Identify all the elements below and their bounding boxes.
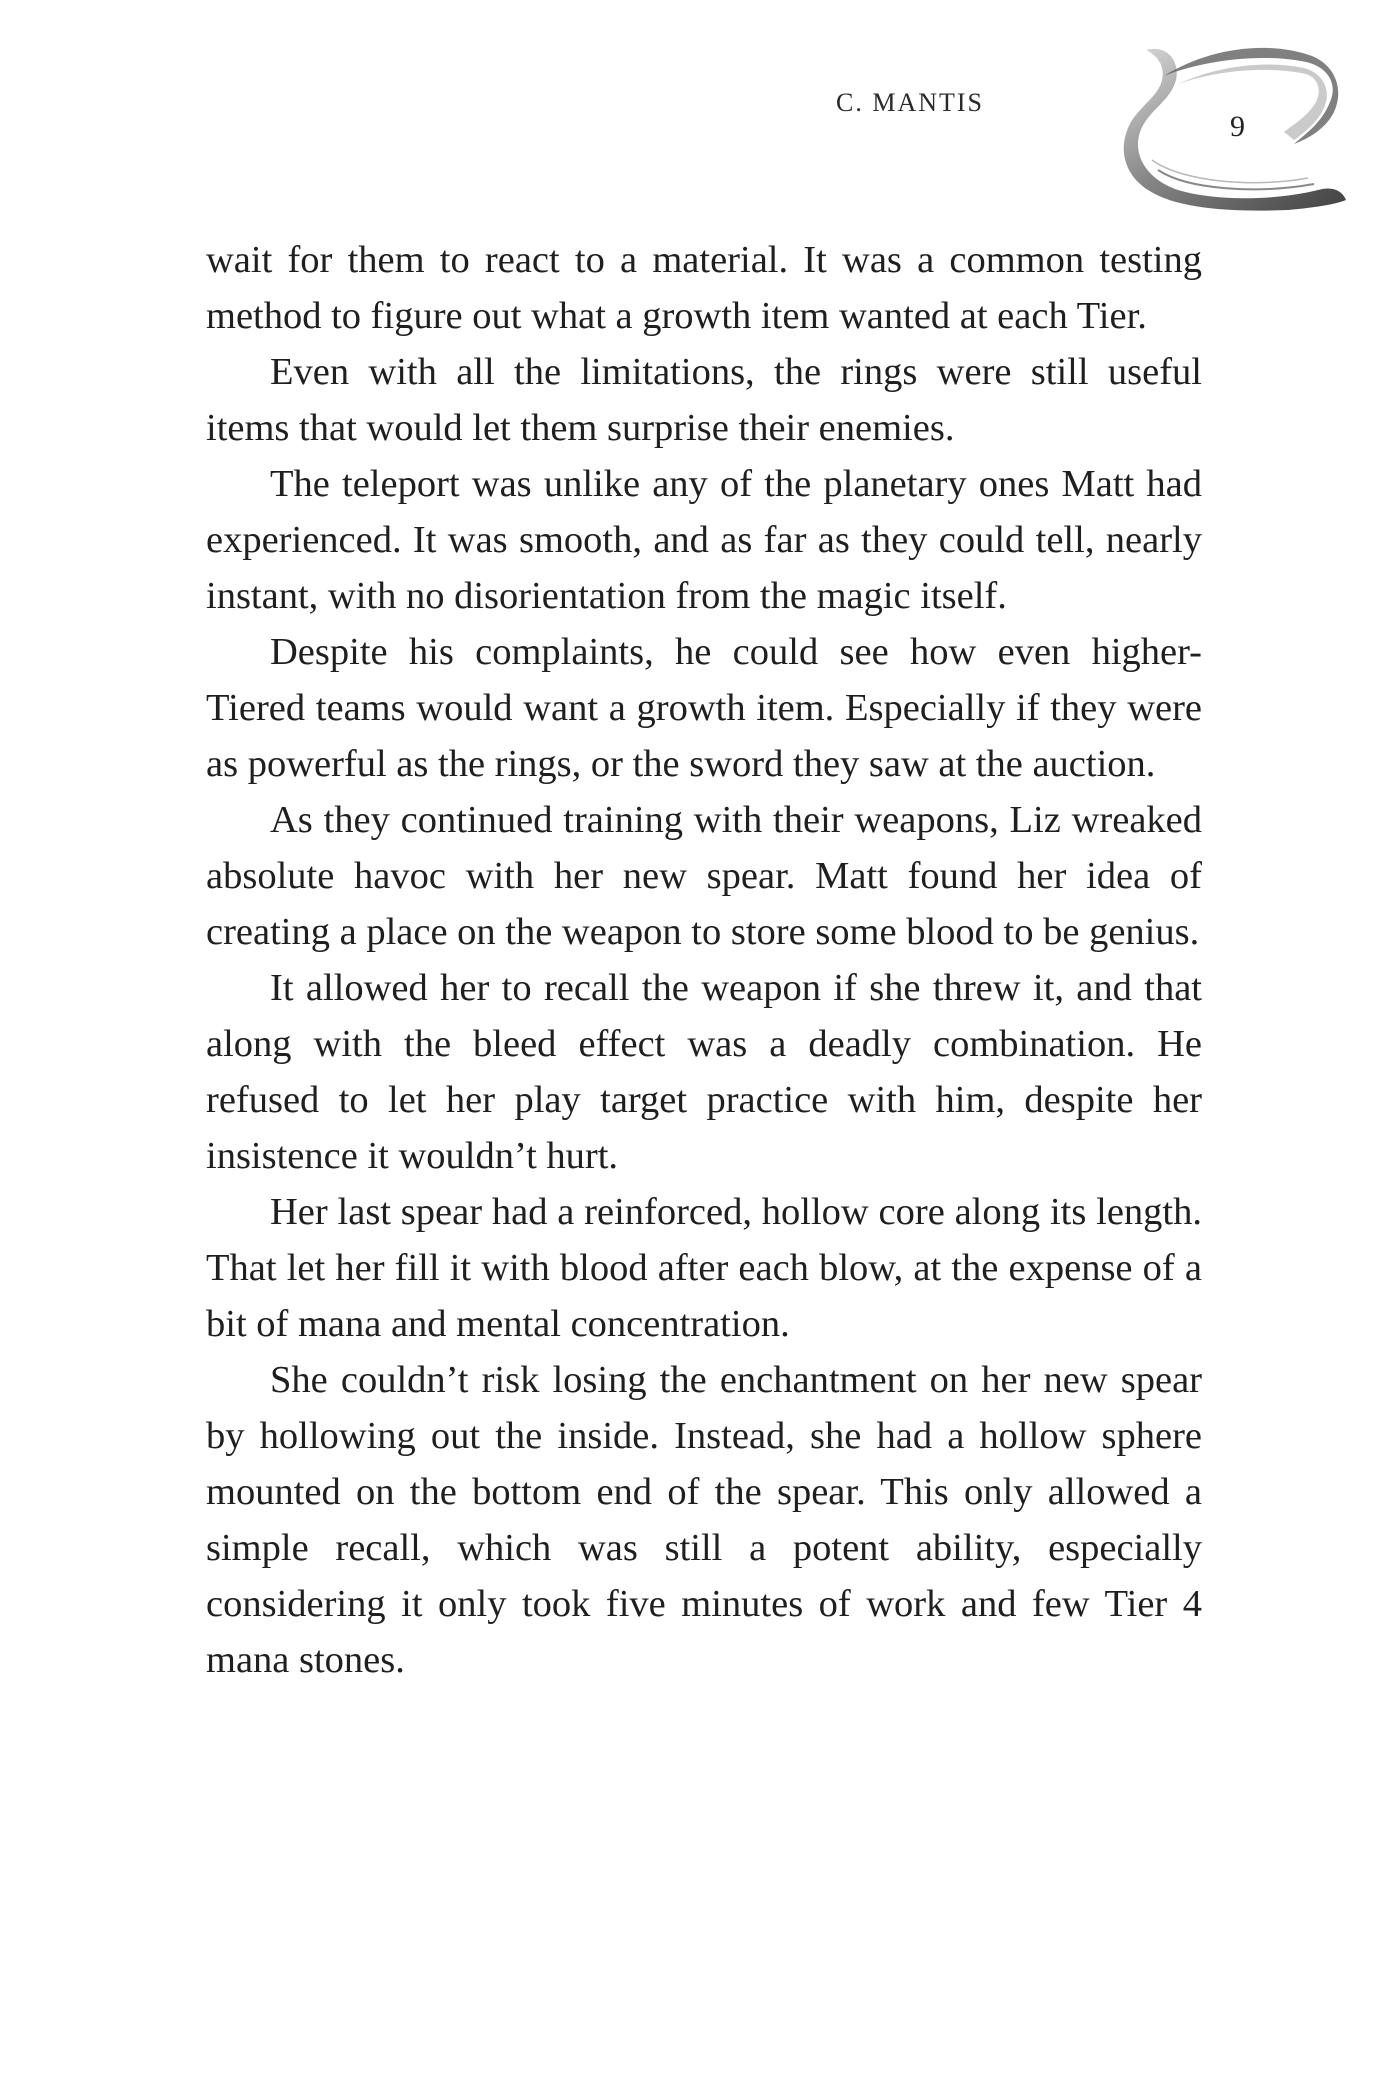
running-head-author: C. MANTIS bbox=[836, 88, 985, 117]
page-number: 9 bbox=[1230, 110, 1245, 143]
paragraph-7: Her last spear had a reinforced, hollow core along its length. That let her fill it with blood after each blow, at the expense of a bit of mana and mental concentration. bbox=[206, 1191, 1202, 1345]
paragraph-8: She couldn’t risk losing the enchantment on her new spear by hollowing out the inside. Instead, she had a hollow sphere mounted on the bottom end of the spear. This only allowed a simple recall, which was still a potent ability, especially considering it only took five minutes of work and few Tier 4 mana stones. bbox=[206, 1359, 1202, 1681]
paragraph-4: Despite his complaints, he could see how even higher-Tiered teams would want a growth item. Especially if they were as powerful as the rings, or the sword they saw at the auction. bbox=[206, 631, 1202, 785]
paragraph-1: wait for them to react to a material. It was a common testing method to figure out what a growth item wanted at each Tier. bbox=[206, 239, 1202, 337]
page-header bbox=[0, 0, 1400, 230]
paragraph-5: As they continued training with their weapons, Liz wreaked absolute havoc with her new spear. Matt found her idea of creating a place on the weapon to store some blood to be genius. bbox=[206, 799, 1202, 953]
paragraph-3: The teleport was unlike any of the planetary ones Matt had experienced. It was smooth, and as far as they could tell, nearly instant, with no disorientation from the magic itself. bbox=[206, 463, 1202, 617]
body-text bbox=[206, 232, 1202, 1688]
paragraph-2: Even with all the limitations, the rings were still useful items that would let them surprise their enemies. bbox=[206, 351, 1202, 449]
paragraph-6: It allowed her to recall the weapon if she threw it, and that along with the bleed effect was a deadly combination. He refused to let her play target practice with him, despite her insistence it wouldn’t hurt. bbox=[206, 967, 1202, 1177]
